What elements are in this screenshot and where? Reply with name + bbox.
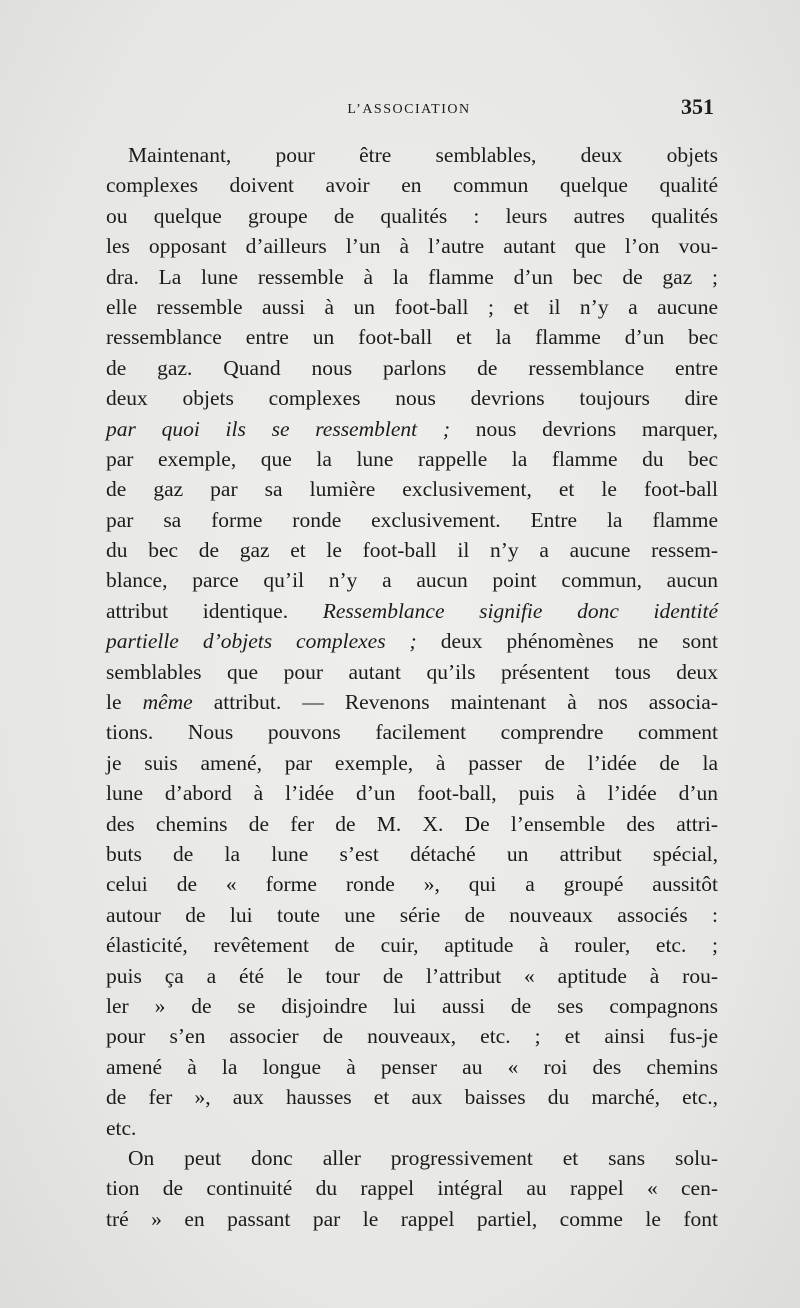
text-segment: Maintenant, pour être semblables, deux objets: [128, 143, 718, 167]
text-segment: autour de lui toute une série de nouveaux associés :: [106, 902, 718, 927]
text-line: [106, 1021, 718, 1051]
page-header: [104, 94, 714, 132]
text-line: [106, 444, 718, 474]
text-line: [106, 231, 718, 261]
text-line: [106, 170, 718, 200]
body-text: [106, 140, 718, 1234]
text-segment: ressemblance entre un foot-ball et la flamme d’un bec: [106, 325, 718, 350]
text-segment: le: [106, 690, 143, 715]
text-line: [106, 565, 718, 595]
text-segment: complexes doivent avoir en commun quelque qualité: [106, 173, 718, 198]
text-line: [106, 140, 718, 170]
text-line: [106, 535, 718, 565]
text-line: [106, 201, 718, 231]
text-line: [106, 991, 718, 1021]
text-line: [106, 1082, 718, 1112]
text-segment: par exemple, que la lune rappelle la flamme du bec: [106, 446, 718, 471]
text-line: [106, 596, 718, 626]
text-line: [106, 778, 718, 808]
text-segment: tré » en passant par le rappel partiel, comme le font: [106, 1206, 718, 1231]
italic-text: même: [142, 690, 193, 715]
text-line: [106, 1052, 718, 1082]
text-segment: nous devrions marquer,: [450, 416, 718, 441]
text-line: [106, 839, 718, 869]
text-segment: je suis amené, par exemple, à passer de l’idée de la: [106, 750, 718, 775]
text-segment: tion de continuité du rappel intégral au rappel « cen-: [106, 1176, 718, 1201]
text-line: [106, 1173, 718, 1203]
text-segment: lune d’abord à l’idée d’un foot-ball, puis à l’idée d’un: [106, 781, 718, 806]
text-line: [106, 1143, 718, 1173]
text-line: [106, 869, 718, 899]
text-segment: du bec de gaz et le foot-ball il n’y a aucune ressem-: [106, 538, 718, 563]
text-segment: deux phénomènes ne sont: [416, 629, 718, 654]
text-line: [106, 474, 718, 504]
italic-text: partielle d’objets complexes ;: [106, 629, 417, 654]
italic-text: Ressemblance signifie donc identité: [322, 598, 718, 623]
text-segment: de gaz par sa lumière exclusivement, et le foot-ball: [106, 477, 718, 502]
text-segment: ou quelque groupe de qualités : leurs autres qualités: [106, 203, 718, 228]
text-line: [106, 748, 718, 778]
text-segment: blance, parce qu’il n’y a aucun point commun, aucun: [106, 568, 718, 593]
text-segment: élasticité, revêtement de cuir, aptitude à rouler, etc. ;: [106, 933, 718, 958]
text-segment: etc.: [106, 1115, 137, 1140]
text-segment: les opposant d’ailleurs l’un à l’autre autant que l’on vou-: [106, 234, 718, 259]
text-line: [106, 809, 718, 839]
text-line: [106, 930, 718, 960]
text-segment: ler » de se disjoindre lui aussi de ses compagnons: [106, 993, 718, 1018]
text-line: [106, 322, 718, 352]
italic-text: par quoi ils se ressemblent ;: [106, 416, 451, 441]
text-segment: semblables que pour autant qu’ils présentent tous deux: [106, 659, 718, 684]
running-title: L’ASSOCIATION: [347, 102, 471, 117]
text-segment: par sa forme ronde exclusivement. Entre la flamme: [106, 507, 718, 532]
text-segment: puis ça a été le tour de l’attribut « aptitude à rou-: [106, 963, 718, 988]
text-line: [106, 687, 718, 717]
text-line: [106, 626, 718, 656]
text-line: [106, 900, 718, 930]
text-line: [106, 717, 718, 747]
text-line: [106, 353, 718, 383]
text-segment: des chemins de fer de M. X. De l’ensemble des attri-: [106, 811, 718, 836]
text-line: [106, 1204, 718, 1234]
text-line: [106, 292, 718, 322]
text-segment: dra. La lune ressemble à la flamme d’un bec de gaz ;: [106, 264, 718, 289]
text-segment: de gaz. Quand nous parlons de ressemblance entre: [106, 355, 718, 380]
page-number: 351: [681, 94, 714, 119]
text-segment: tions. Nous pouvons facilement comprendre comment: [106, 720, 718, 745]
text-segment: attribut identique.: [106, 598, 323, 623]
text-segment: attribut. — Revenons maintenant à nos associa-: [192, 690, 718, 715]
text-line: [106, 505, 718, 535]
text-line: [106, 1113, 718, 1143]
text-segment: elle ressemble aussi à un foot-ball ; et il n’y a aucune: [106, 294, 718, 319]
text-line: [106, 383, 718, 413]
text-segment: On peut donc aller progressivement et sans solu-: [128, 1145, 718, 1170]
text-line: [106, 414, 718, 444]
text-line: [106, 657, 718, 687]
text-segment: buts de la lune s’est détaché un attribut spécial,: [106, 841, 718, 866]
text-segment: pour s’en associer de nouveaux, etc. ; et ainsi fus-je: [106, 1024, 718, 1049]
text-line: [106, 262, 718, 292]
text-segment: de fer », aux hausses et aux baisses du marché, etc.,: [106, 1085, 718, 1110]
text-segment: deux objets complexes nous devrions toujours dire: [106, 386, 718, 411]
text-line: [106, 961, 718, 991]
text-segment: celui de « forme ronde », qui a groupé aussitôt: [106, 872, 718, 897]
text-segment: amené à la longue à penser au « roi des chemins: [106, 1054, 718, 1079]
